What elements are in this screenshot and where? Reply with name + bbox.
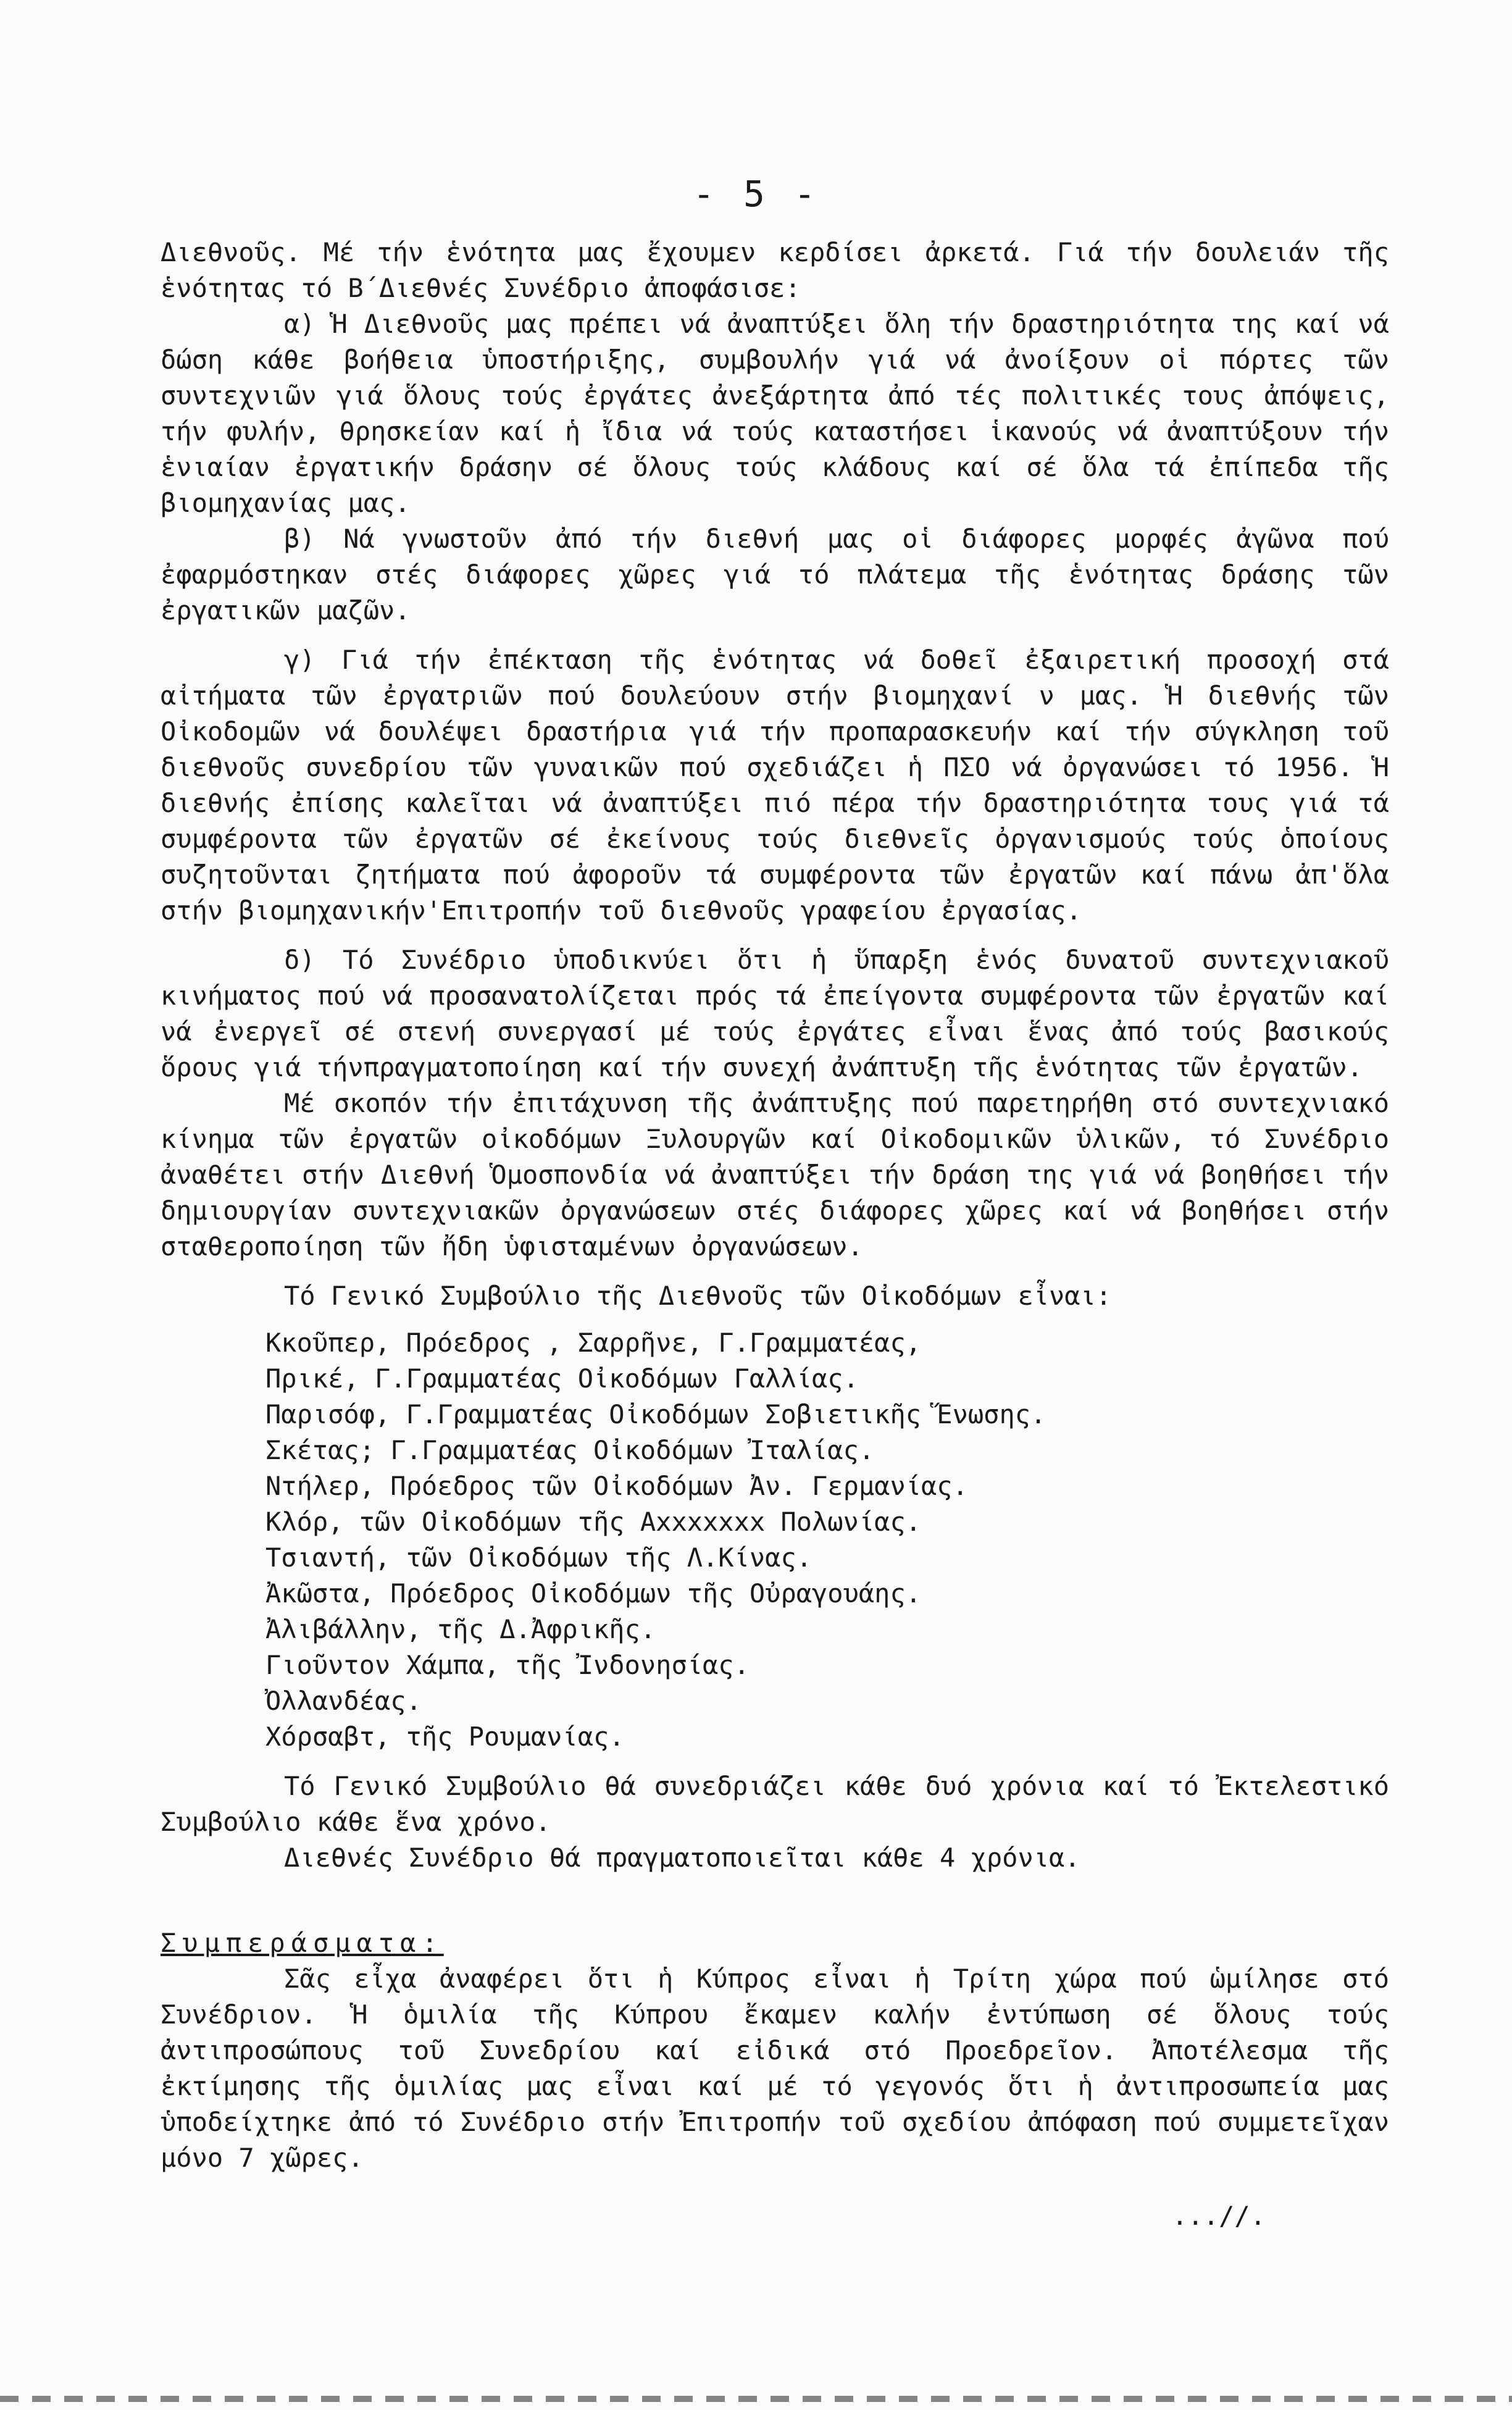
page-number: - 5 -	[693, 173, 819, 215]
goal-paragraph: Μέ σκοπόν τήν ἐπιτάχυνση τῆς ἀνάπτυξης πού παρετηρήθη στό συντεχνιακό κίνημα τῶν ἐργατῶν οἰκοδόμων Ξυλουργῶν καί Οἰκοδομικῶν ὑλικῶν, τό Συνέδριο ἀναθέτει στήν Διεθνή Ὁμοσπονδία νά ἀναπτύξει τήν δράση της γιά νά βοηθήσει τήν δημιουργίαν συντεχνιακῶν ὀργανώσεων στές διάφορες χῶρες καί νά βοηθήσει στήν σταθεροποίηση τῶν ἤδη ὑφισταμένων ὀργανώσεων.	[161, 1088, 1389, 1261]
council-member: Παρισόφ, Γ.Γραμματέας Οἰκοδόμων Σοβιετικῆς Ἕνωσης.	[265, 1399, 1046, 1429]
council-member: Τσιαντή, τῶν Οἰκοδόμων τῆς Λ.Κίνας.	[265, 1542, 812, 1573]
congress-paragraph: Διεθνές Συνέδριο θά πραγματοποιεῖται κάθε 4 χρόνια.	[284, 1843, 1080, 1873]
council-member: Σκέτας; Γ.Γραμματέας Οἰκοδόμων Ἰταλίας.	[265, 1435, 875, 1465]
council-member-list	[161, 1325, 1389, 1755]
council-member: Ντήλερ, Πρόεδρος τῶν Οἰκοδόμων Ἀν. Γερμανίας.	[265, 1471, 968, 1501]
point-c-paragraph: γ) Γιά τήν ἐπέκταση τῆς ἑνότητας νά δοθεῖ ἐξαιρετική προσοχή στά αἰτήματα τῶν ἐργατριῶν πού δουλεύουν στήν βιομηχανί ν μας. Ἡ διεθνής τῶν Οἰκοδομῶν νά δουλέψει δραστήρια γιά τήν προπαρασκευήν καί τήν σύγκληση τοῦ διεθνοῦς συνεδρίου τῶν γυναικῶν πού σχεδιάζει ἡ ΠΣΟ νά ὀργανώσει τό 1956. Ἡ διεθνής ἐπίσης καλεῖται νά ἀναπτύξει πιό πέρα τήν δραστηριότητα τους γιά τά συμφέροντα τῶν ἐργατῶν σέ ἐκείνους τούς διεθνεῖς ὀργανισμούς τούς ὁποίους συζητοῦνται ζητήματα πού ἀφοροῦν τά συμφέροντα τῶν ἐργατῶν καί πάνω ἀπ'ὅλα στήν βιομηχανικήν'Επιτροπήν τοῦ διεθνοῦς γραφείου ἐργασίας.	[161, 645, 1389, 926]
conclusions-heading: Συμπεράσματα:	[161, 1928, 444, 1958]
conclusions-paragraph: Σᾶς εἶχα ἀναφέρει ὅτι ἡ Κύπρος εἶναι ἡ Τρίτη χώρα πού ὡμίλησε στό Συνέδριον. Ἡ ὁμιλία τῆς Κύπρου ἔκαμεν καλήν ἐντύπωση σέ ὅλους τούς ἀντιπροσώπους τοῦ Συνεδρίου καί εἰδικά στό Προεδρεῖον. Ἀποτέλεσμα τῆς ἐκτίμησης τῆς ὁμιλίας μας εἶναι καί μέ τό γεγονός ὅτι ἡ ἀντιπροσωπεία μας ὑποδείχτηκε ἀπό τό Συνέδριο στήν Ἐπιτροπήν τοῦ σχεδίου ἀπόφαση πού συμμετεῖχαν μόνο 7 χῶρες.	[161, 1964, 1389, 2173]
continuation-mark: ...//.	[1172, 2201, 1266, 2231]
intro-paragraph: Διεθνοῦς. Μέ τήν ἑνότητα μας ἔχουμεν κερδίσει ἀρκετά. Γιά τήν δουλειάν τῆς ἑνότητας τό Β΄Διεθνές Συνέδριο ἀποφάσισε:	[161, 237, 1389, 303]
scan-bottom-edge	[0, 2396, 1512, 2402]
council-member: Κλόρ, τῶν Οἰκοδόμων τῆς Αxxxxxxx Πολωνίας.	[265, 1507, 922, 1537]
council-meeting-paragraph: Τό Γενικό Συμβούλιο θά συνεδριάζει κάθε δυό χρόνια καί τό Ἐκτελεστικό Συμβούλιο κάθε ἕνα χρόνο.	[161, 1771, 1389, 1837]
council-member: Ἀκῶστα, Πρόεδρος Οἰκοδόμων τῆς Οὐραγουάης.	[265, 1578, 922, 1609]
council-member: Πρικέ, Γ.Γραμματέας Οἰκοδόμων Γαλλίας.	[265, 1363, 859, 1394]
council-intro: Τό Γενικό Συμβούλιο τῆς Διεθνοῦς τῶν Οἰκοδόμων εἶναι:	[284, 1281, 1112, 1311]
point-b-paragraph: β) Νά γνωστοῦν ἀπό τήν διεθνή μας οἱ διάφορες μορφές ἀγῶνα πού ἐφαρμόστηκαν στές διάφορες χῶρες γιά τό πλάτεμα τῆς ἑνότητας δράσης τῶν ἐργατικῶν μαζῶν.	[161, 524, 1389, 626]
council-member: Γιοῦντον Χάμπα, τῆς Ἰνδονησίας.	[265, 1650, 750, 1680]
council-member: Χόρσαβτ, τῆς Ρουμανίας.	[265, 1722, 625, 1752]
point-a-paragraph: α) Ἡ Διεθνοῦς μας πρέπει νά ἀναπτύξει ὅλη τήν δραστηριότητα της καί νά δώση κάθε βοήθεια ὑποστήριξης, συμβουλήν γιά νά ἀνοίξουν οἱ πόρτες τῶν συντεχνιῶν γιά ὅλους τούς ἐργάτες ἀνεξάρτητα ἀπό τές πολιτικές τους ἀπόψεις, τήν φυλήν, θρησκείαν καί ἡ ἴδια νά τούς καταστήσει ἱκανούς νά ἀναπτύξουν τήν ἑνιαίαν ἐργατικήν δράσην σέ ὅλους τούς κλάδους καί σέ ὅλα τά ἐπίπεδα τῆς βιομηχανίας μας.	[161, 309, 1389, 518]
council-member: Ἀλιβάλλην, τῆς Δ.Ἀφρικῆς.	[265, 1614, 656, 1644]
point-d-paragraph: δ) Τό Συνέδριο ὑποδικνύει ὅτι ἡ ὕπαρξη ἑνός δυνατοῦ συντεχνιακοῦ κινήματος πού νά προσανατολίζεται πρός τά ἐπείγοντα συμφέροντα τῶν ἐργατῶν καί νά ἐνεργεῖ σέ στενή συνεργασί μέ τούς ἐργάτες εἶναι ἕνας ἀπό τούς βασικούς ὅρους γιά τήνπραγματοποίηση καί τήν συνεχή ἀνάπτυξη τῆς ἑνότητας τῶν ἐργατῶν.	[161, 945, 1389, 1082]
document-body	[161, 235, 1389, 2234]
council-member: Ὀλλανδέας.	[265, 1686, 422, 1716]
council-member: Κκοῦπερ, Πρόεδρος , Σαρρῆνε, Γ.Γραμματέας,	[265, 1328, 922, 1358]
